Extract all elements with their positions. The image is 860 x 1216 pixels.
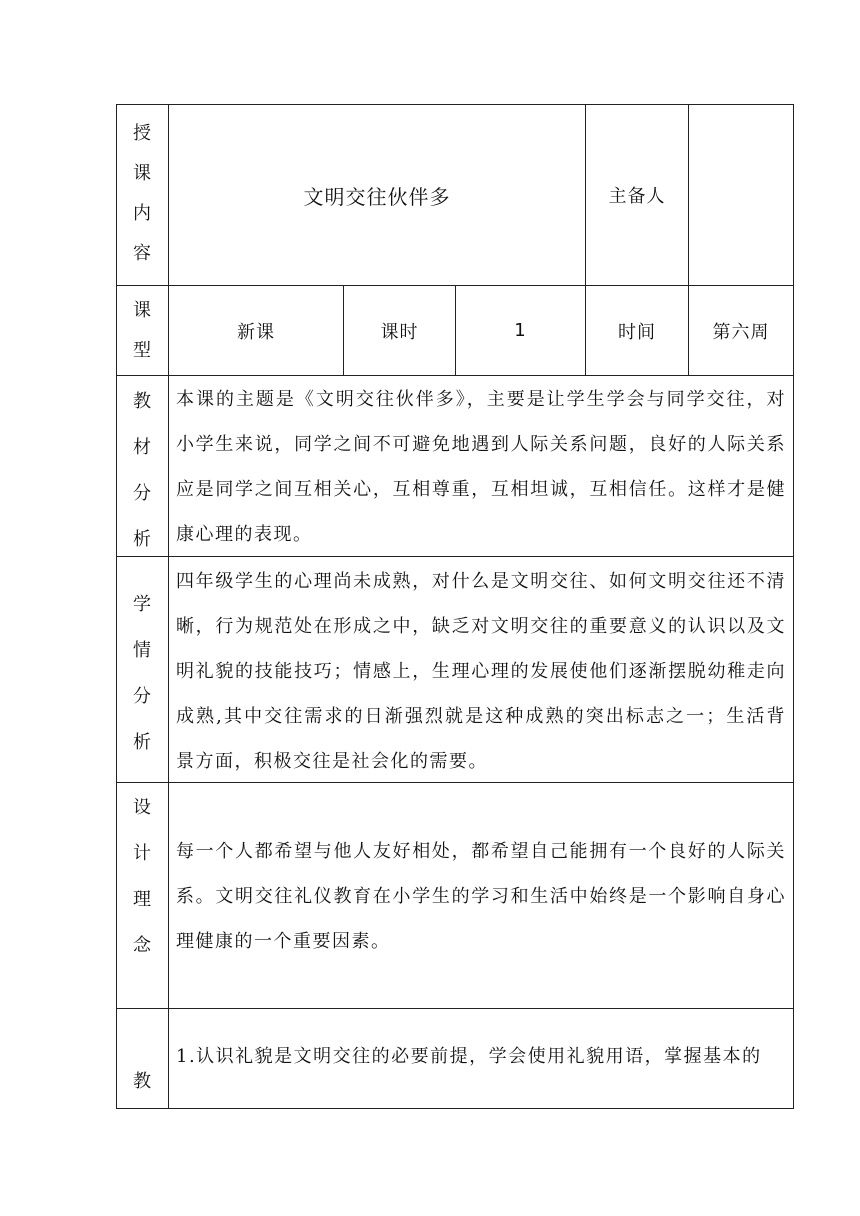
material-analysis-text: 本课的主题是《文明交往伙伴多》，主要是让学生学会与同学交往，对小学生来说，同学之间不可避免地遇到人际关系问题，良好的人际关系应是同学之间互相关心，互相尊重，互相坦诚，互相信任。这样才是健康心理的表现。 [176,389,786,545]
lesson-hours-label: 课时 [380,321,419,343]
table-border [116,1008,794,1009]
row-label-material: 教 材 分 析 [133,391,151,550]
row-label-design: 设 计 理 念 [133,797,151,956]
row-label-content: 授 课 内 容 [133,123,151,264]
row-label-goals: 教 [133,1071,151,1092]
lesson-time-value: 第六周 [712,321,770,343]
lesson-type-value: 新课 [237,321,275,343]
lesson-title: 文明交往伙伴多 [303,184,451,209]
row-label-students: 学 情 分 析 [133,594,151,753]
teaching-goals-text: 1.认识礼貌是文明交往的必要前提，学会使用礼貌用语，掌握基本的 [176,1046,762,1067]
preparer-label: 主备人 [608,186,666,207]
student-analysis-text: 四年级学生的心理尚未成熟，对什么是文明交往、如何文明交往还不清晰，行为规范处在形成之中，缺乏对文明交往的重要意义的认识以及文明礼貌的技能技巧；情感上，生理心理的发展使他们逐渐摆脱幼稚走向成熟,其中交往需求的日渐强烈就是这种成熟的突出标志之一；生活背景方面，积极交往是社会化的需要。 [176,571,786,772]
design-concept-text: 每一个人都希望与他人友好相处，都希望自己能拥有一个良好的人际关系。文明交往礼仪教育在小学生的学习和生活中始终是一个影响自身心理健康的一个重要因素。 [176,841,786,952]
preparer-value [689,105,793,285]
table-border [793,104,794,1109]
row-label-type: 课 型 [133,300,151,361]
table-border [116,1108,794,1109]
lesson-time-label: 时间 [618,321,656,343]
lesson-hours-value: 1 [514,320,527,341]
